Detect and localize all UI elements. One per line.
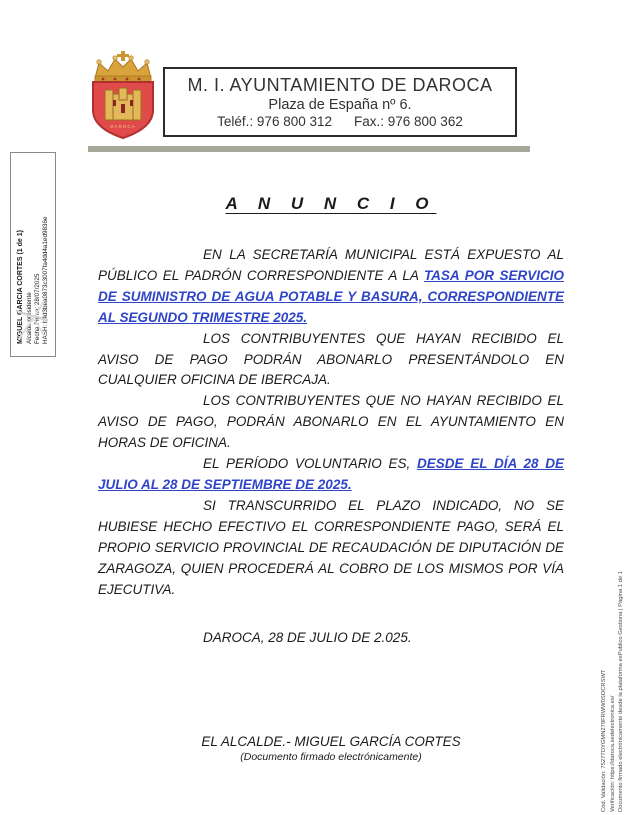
verification-url: Verificación: https://daroca.sedelectronica.es/ (609, 695, 616, 812)
paragraph-4 (98, 454, 564, 496)
paragraph-3: LOS CONTRIBUYENTES QUE NO HAYAN RECIBIDO EL AVISO DE PAGO, PODRÁN ABONARLO EN EL AYUNTAMIENTO EN HORAS DE OFICINA. (98, 393, 564, 451)
org-name: M. I. AYUNTAMIENTO DE DAROCA (187, 75, 493, 95)
signature-name: EL ALCALDE.- MIGUEL GARCÍA CORTES (201, 734, 461, 749)
paragraph-4-highlight: DESDE EL DÍA 28 DE JULIO AL 28 DE SEPTIEMBRE DE 2025. (98, 456, 564, 492)
paragraph-1-text: EN LA SECRETARÍA MUNICIPAL ESTÁ EXPUESTO AL PÚBLICO EL PADRÓN CORRESPONDIENTE A LA (98, 247, 564, 283)
handwritten-signature-mark (13, 293, 51, 349)
daroca-coat-of-arms-icon (86, 50, 160, 142)
org-contact-line (217, 114, 463, 129)
paragraph-2: LOS CONTRIBUYENTES QUE HAYAN RECIBIDO EL AVISO DE PAGO PODRÁN ABONARLO PRESENTÁNDOLO EN CUALQUIER OFICINA DE IBERCAJA. (98, 330, 564, 388)
stamp-signer-name: MIGUEL GARCIA CORTES (1 de 1) (17, 230, 24, 344)
verification-stamp-text (600, 556, 626, 812)
signature-block (98, 734, 564, 763)
paragraph-1 (98, 245, 564, 329)
platform-note: Documento firmado electrónicamente desde la plataforma esPublico Gestiona | Página 1 de 1 (618, 571, 624, 812)
announcement-body (98, 245, 564, 649)
paragraph-1-highlight: TASA POR SERVICIO DE SUMINISTRO DE AGUA POTABLE Y BASURA, CORRESPONDIENTE AL SEGUNDO TRIMESTRE 2025. (98, 267, 564, 325)
org-fax: Fax.: 976 800 362 (354, 114, 463, 129)
org-phone: Teléf.: 976 800 312 (217, 114, 332, 129)
stamp-sign-date: Fecha Firma: 28/07/2025 (33, 273, 41, 344)
org-address: Plaza de España nº 6. (268, 97, 412, 113)
paragraph-5: SI TRANSCURRIDO EL PLAZO INDICADO, NO SE HUBIESE HECHO EFECTIVO EL CORRESPONDIENTE PAGO, SERÁ EL PROPIO SERVICIO PROVINCIAL DE RECAUDACIÓN DE DIPUTACIÓN DE ZARAGOZA, QUIEN PROCEDERÁ AL COBRO DE LOS MISMOS POR VÍA EJECUTIVA. (98, 497, 564, 597)
header-divider (88, 146, 530, 152)
paragraph-4-text: EL PERÍODO VOLUNTARIO ES, (203, 456, 417, 472)
letterhead-box (163, 67, 517, 137)
svg-text:DAROCA: DAROCA (110, 124, 136, 129)
validation-code: Cód. Validación: 7527TDYGMN279FRWW0SOCRSWT (601, 669, 607, 812)
signature-note: (Documento firmado electrónicamente) (240, 751, 422, 763)
date-line: DAROCA, 28 DE JULIO DE 2.025. (203, 630, 412, 646)
stamp-hash: HASH: b4d3bea0873c3007fa4dd4a1ed9836e (41, 216, 49, 344)
page-title: A N U N C I O (225, 194, 437, 213)
stamp-signer-role: Alcalde presidente (25, 292, 33, 344)
